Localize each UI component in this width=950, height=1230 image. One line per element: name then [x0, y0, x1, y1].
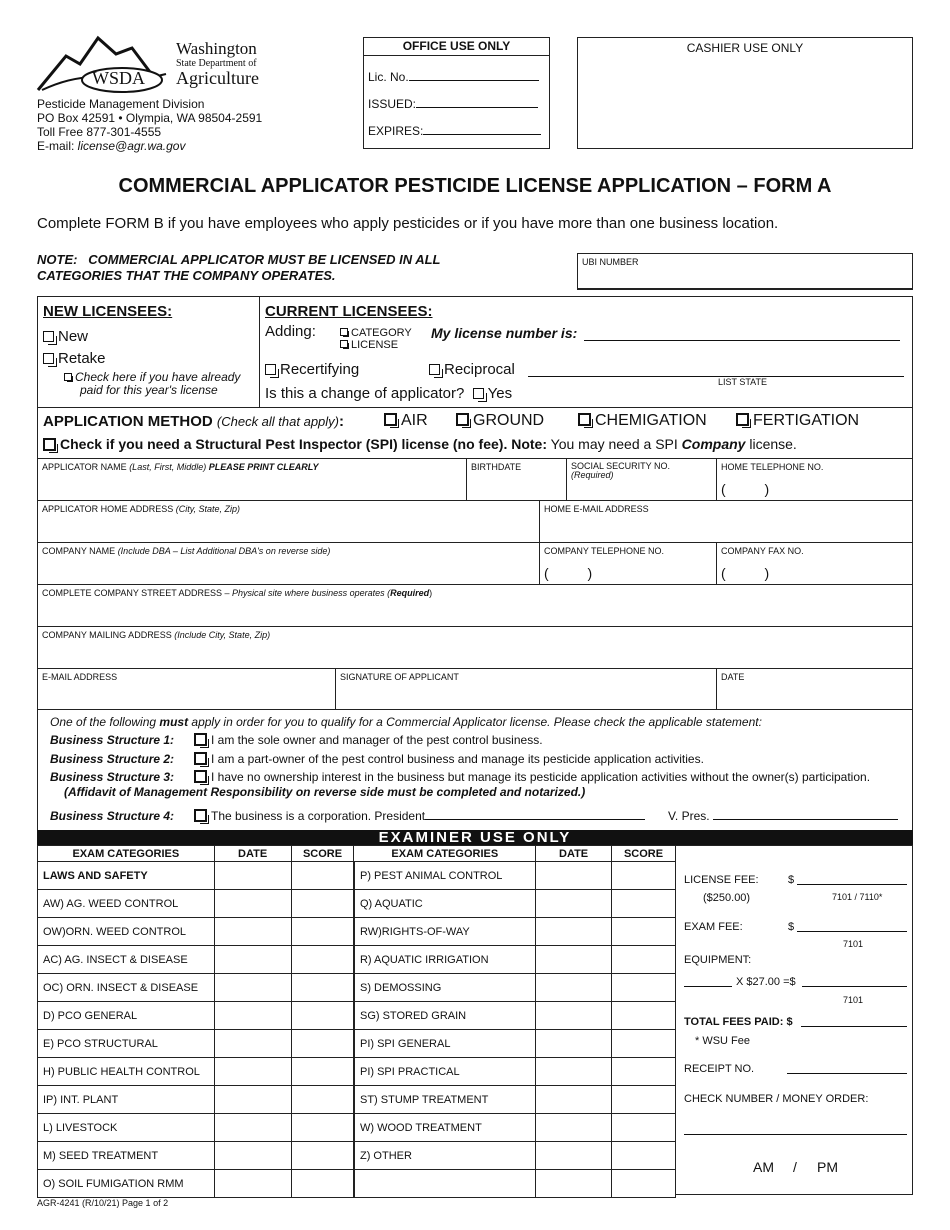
- exam-score-cell[interactable]: [291, 1002, 354, 1030]
- home-phone-label: HOME TELEPHONE NO.: [721, 462, 824, 472]
- exam-row: [38, 890, 676, 918]
- chemigation-checkbox-box[interactable]: [578, 413, 591, 426]
- spi-checkbox-box[interactable]: [43, 438, 56, 451]
- exam-score-cell[interactable]: [291, 974, 354, 1002]
- exam-category-right: P) PEST ANIMAL CONTROL: [354, 862, 536, 890]
- license-fee-label: LICENSE FEE:: [684, 874, 759, 886]
- exam-date-cell[interactable]: [536, 974, 612, 1002]
- retake-checkbox[interactable]: Retake: [43, 350, 106, 367]
- exam-body: [38, 862, 676, 1198]
- lic-no-label: Lic. No.: [368, 70, 409, 84]
- division-name: Pesticide Management Division: [37, 97, 205, 111]
- exam-date-cell[interactable]: [536, 862, 612, 890]
- fertigation-checkbox-box[interactable]: [736, 413, 749, 426]
- list-state-label: LIST STATE: [718, 377, 768, 387]
- lic-no-field[interactable]: [409, 80, 539, 81]
- wsda-logo: [36, 34, 176, 96]
- exam-date-cell[interactable]: [536, 1030, 612, 1058]
- ssn-field[interactable]: [566, 458, 717, 501]
- exam-score-cell[interactable]: [612, 946, 676, 974]
- logo-text: WSDA: [92, 68, 145, 88]
- exam-category-right: PI) SPI GENERAL: [354, 1030, 536, 1058]
- method-air-checkbox[interactable]: AIR: [384, 412, 428, 430]
- home-email-label: HOME E-MAIL ADDRESS: [544, 504, 649, 514]
- exam-date-cell[interactable]: [536, 1114, 612, 1142]
- exam-score-cell[interactable]: [612, 890, 676, 918]
- exam-score-cell[interactable]: [612, 1058, 676, 1086]
- email-line: E-mail: license@agr.wa.gov: [37, 139, 186, 153]
- expires-label: EXPIRES:: [368, 124, 424, 138]
- application-method-section: [37, 407, 913, 459]
- business-intro: One of the following must apply in order for you to qualify for a Commercial Applicator license. Please check the applicable statement:: [50, 715, 762, 729]
- date-header: DATE: [536, 846, 612, 862]
- already-paid-checkbox-box[interactable]: [64, 373, 72, 381]
- date-label: DATE: [721, 672, 745, 682]
- license-fee-dollar: $: [788, 874, 795, 886]
- exam-score-cell[interactable]: [612, 1170, 676, 1198]
- exam-date-cell[interactable]: [214, 1170, 291, 1198]
- structure-3-checkbox[interactable]: [194, 770, 207, 783]
- exam-score-cell[interactable]: [291, 1058, 354, 1086]
- license-fee-amount: ($250.00): [703, 892, 751, 904]
- agency-line2: State Department of: [176, 58, 257, 69]
- receipt-field[interactable]: [787, 1061, 907, 1074]
- new-checkbox[interactable]: New: [43, 328, 88, 345]
- business-structure-section: [37, 709, 913, 831]
- license-fee-code: 7101 / 7110*: [832, 892, 883, 902]
- exam-score-cell[interactable]: [291, 862, 354, 890]
- exam-category-right: RW)RIGHTS-OF-WAY: [354, 918, 536, 946]
- recertifying-checkbox[interactable]: Recertifying: [265, 361, 359, 378]
- license-fee-field[interactable]: [797, 872, 907, 885]
- exam-category-right: Z) OTHER: [354, 1142, 536, 1170]
- home-address-label: APPLICATOR HOME ADDRESS (City, State, Zip): [42, 504, 241, 514]
- reciprocal-checkbox-box[interactable]: [429, 364, 440, 375]
- yes-checkbox-box[interactable]: [473, 388, 484, 399]
- total-fees-field[interactable]: [801, 1014, 907, 1027]
- exam-category-left: AC) AG. INSECT & DISEASE: [38, 946, 215, 974]
- note: [37, 252, 440, 284]
- exam-row: [38, 946, 676, 974]
- equipment-total-field[interactable]: [802, 974, 907, 987]
- email-field[interactable]: [37, 668, 336, 710]
- exam-row: [38, 918, 676, 946]
- new-licensees-panel: [38, 297, 260, 407]
- exam-category-right: S) DEMOSSING: [354, 974, 536, 1002]
- exam-table: [37, 845, 676, 1198]
- birthdate-label: BIRTHDATE: [471, 462, 522, 472]
- company-street-field[interactable]: [37, 584, 913, 627]
- adding-label: Adding:: [265, 323, 316, 340]
- note-line2: CATEGORIES THAT THE COMPANY OPERATES.: [37, 268, 336, 283]
- exam-date-cell[interactable]: [214, 1142, 291, 1170]
- exam-category-right: [354, 1170, 536, 1198]
- exam-row: [38, 1058, 676, 1086]
- structure-1-checkbox[interactable]: [194, 733, 207, 746]
- exam-date-cell[interactable]: [536, 1002, 612, 1030]
- method-ground-checkbox[interactable]: GROUND: [456, 412, 544, 430]
- equipment-qty-field[interactable]: [684, 974, 732, 987]
- exam-category-left: M) SEED TREATMENT: [38, 1142, 215, 1170]
- po-box: PO Box 42591 • Olympia, WA 98504-2591: [37, 111, 263, 125]
- company-mailing-field[interactable]: [37, 626, 913, 669]
- birthdate-field[interactable]: [466, 458, 567, 501]
- company-fax-field[interactable]: [716, 542, 913, 585]
- score-header: SCORE: [612, 846, 676, 862]
- exam-category-left: OW)ORN. WEED CONTROL: [38, 918, 215, 946]
- license-checkbox-box[interactable]: [340, 340, 348, 348]
- exam-category-right: W) WOOD TREATMENT: [354, 1114, 536, 1142]
- agency-line3: Agriculture: [176, 68, 259, 88]
- exam-row: [38, 1030, 676, 1058]
- license-number-field[interactable]: [584, 324, 900, 341]
- home-email-field[interactable]: [539, 500, 913, 543]
- exam-score-cell[interactable]: [612, 1114, 676, 1142]
- am-pm-slash: /: [793, 1159, 797, 1175]
- category-checkbox-box[interactable]: [340, 328, 348, 336]
- exam-category-left: OC) ORN. INSECT & DISEASE: [38, 974, 215, 1002]
- exam-date-cell[interactable]: [536, 1142, 612, 1170]
- receipt-label: RECEIPT NO.: [684, 1063, 755, 1075]
- cashier-use-box: [577, 37, 913, 149]
- exam-score-cell[interactable]: [612, 1002, 676, 1030]
- adding-license-checkbox[interactable]: LICENSE: [340, 339, 412, 351]
- company-mailing-label: COMPANY MAILING ADDRESS (Include City, State, Zip): [42, 630, 271, 640]
- exam-date-cell[interactable]: [536, 1086, 612, 1114]
- adding-category-checkbox[interactable]: CATEGORY: [340, 327, 412, 339]
- exam-score-cell[interactable]: [291, 1114, 354, 1142]
- exam-category-right: Q) AQUATIC: [354, 890, 536, 918]
- new-licensees-title: NEW LICENSEES:: [43, 303, 173, 320]
- spi-checkbox[interactable]: Check if you need a Structural Pest Inspector (SPI) license (no fee). Note: You may need a SPI Company license.: [43, 436, 797, 452]
- exam-row: [38, 862, 676, 890]
- am-option[interactable]: AM: [753, 1159, 774, 1175]
- exam-row: [38, 1002, 676, 1030]
- exam-category-left: E) PCO STRUCTURAL: [38, 1030, 215, 1058]
- exam-date-cell[interactable]: [214, 1002, 291, 1030]
- license-number-label: My license number is:: [431, 325, 578, 341]
- company-name-label: COMPANY NAME (Include DBA – List Additional DBA's on reverse side): [42, 546, 331, 556]
- exam-fee-code: 7101: [843, 939, 864, 949]
- signature-label: SIGNATURE OF APPLICANT: [340, 672, 459, 682]
- issued-label: ISSUED:: [368, 97, 417, 111]
- business-structure-3[interactable]: Business Structure 3: I have no ownership interest in the business but manage its pesticide application activities without the owner(s) participation.: [50, 770, 871, 784]
- equipment-calc: X $27.00 =$: [736, 976, 796, 988]
- company-phone-label: COMPANY TELEPHONE NO.: [544, 546, 665, 556]
- total-fees-label: TOTAL FEES PAID: $: [684, 1016, 793, 1028]
- change-applicator-question: Is this a change of applicator? Yes: [265, 385, 513, 402]
- signature-field[interactable]: [335, 668, 717, 710]
- exam-date-cell[interactable]: [214, 946, 291, 974]
- business-structure-2[interactable]: Business Structure 2: I am a part-owner of the pest control business and manage its pesticide application activities.: [50, 752, 704, 766]
- exam-row: [38, 1142, 676, 1170]
- agency-email-link[interactable]: license@agr.wa.gov: [77, 139, 186, 153]
- exam-date-cell[interactable]: [214, 974, 291, 1002]
- check-number-label: CHECK NUMBER / MONEY ORDER:: [684, 1093, 869, 1105]
- form-title: COMMERCIAL APPLICATOR PESTICIDE LICENSE APPLICATION – FORM A: [118, 175, 832, 197]
- office-use-title: OFFICE USE ONLY: [364, 38, 549, 56]
- structure-4-checkbox[interactable]: [194, 809, 207, 822]
- business-structure-1[interactable]: Business Structure 1: I am the sole owner and manager of the pest control business.: [50, 733, 543, 747]
- exam-score-cell[interactable]: [291, 1086, 354, 1114]
- exam-score-cell[interactable]: [291, 946, 354, 974]
- exam-date-cell[interactable]: [214, 862, 291, 890]
- exam-row: [38, 1114, 676, 1142]
- exam-score-cell[interactable]: [291, 890, 354, 918]
- company-phone-field[interactable]: [539, 542, 717, 585]
- score-header: SCORE: [291, 846, 354, 862]
- new-checkbox-box[interactable]: [43, 331, 54, 342]
- pm-option[interactable]: PM: [817, 1159, 838, 1175]
- affidavit-note: (Affidavit of Management Responsibility on reverse side must be completed and notarized.): [64, 785, 586, 799]
- licensee-section: [37, 296, 913, 408]
- home-phone-area-code: ( ): [721, 481, 770, 497]
- date-header: DATE: [214, 846, 291, 862]
- company-street-label: COMPLETE COMPANY STREET ADDRESS – Physical site where business operates (Required): [42, 588, 433, 598]
- ubi-number-field[interactable]: [577, 253, 913, 290]
- company-name-field[interactable]: [37, 542, 540, 585]
- applicator-name-field[interactable]: [37, 458, 467, 501]
- expires-field[interactable]: [423, 134, 541, 135]
- business-structure-4[interactable]: Business Structure 4: The business is a corporation. President: [50, 809, 645, 823]
- exam-category-left: L) LIVESTOCK: [38, 1114, 215, 1142]
- date-field[interactable]: [716, 668, 913, 710]
- exam-date-cell[interactable]: [214, 1114, 291, 1142]
- ubi-label: UBI NUMBER: [582, 257, 639, 267]
- exam-fee-dollar: $: [788, 921, 795, 933]
- home-address-field[interactable]: [37, 500, 540, 543]
- note-line1: NOTE: COMMERCIAL APPLICATOR MUST BE LICENSED IN ALL: [37, 252, 441, 267]
- exam-fee-label: EXAM FEE:: [684, 921, 743, 933]
- company-fax-area-code: ( ): [721, 565, 770, 581]
- air-checkbox-box[interactable]: [384, 413, 397, 426]
- exam-category-right: R) AQUATIC IRRIGATION: [354, 946, 536, 974]
- agency-name: [176, 40, 259, 87]
- exam-category-left: H) PUBLIC HEALTH CONTROL: [38, 1058, 215, 1086]
- president-field[interactable]: [425, 819, 645, 820]
- exam-category-left: D) PCO GENERAL: [38, 1002, 215, 1030]
- exam-date-cell[interactable]: [214, 1058, 291, 1086]
- exam-row: [38, 1170, 676, 1198]
- equipment-label: EQUIPMENT:: [684, 954, 752, 966]
- reciprocal-state-field[interactable]: [528, 360, 904, 377]
- office-use-box: [363, 37, 550, 149]
- exam-header-row: [38, 846, 676, 862]
- exam-score-cell[interactable]: [612, 1086, 676, 1114]
- company-fax-label: COMPANY FAX NO.: [721, 546, 804, 556]
- ssn-label: SOCIAL SECURITY NO. (Required): [571, 461, 671, 480]
- already-paid-checkbox[interactable]: Check here if you have already paid for this year's license: [64, 371, 240, 397]
- recertifying-checkbox-box[interactable]: [265, 364, 276, 375]
- form-subtitle: Complete FORM B if you have employees who apply pesticides or if you have more than one business location.: [37, 215, 779, 232]
- method-fertigation-checkbox[interactable]: FERTIGATION: [736, 412, 859, 430]
- exam-score-cell[interactable]: [612, 918, 676, 946]
- exam-score-cell[interactable]: [291, 1030, 354, 1058]
- exam-category-right: PI) SPI PRACTICAL: [354, 1058, 536, 1086]
- exam-date-cell[interactable]: [536, 946, 612, 974]
- exam-date-cell[interactable]: [214, 890, 291, 918]
- method-chemigation-checkbox[interactable]: CHEMIGATION: [578, 412, 707, 430]
- current-licensees-title: CURRENT LICENSEES:: [265, 303, 433, 320]
- exam-date-cell[interactable]: [536, 918, 612, 946]
- exam-score-cell[interactable]: [612, 1030, 676, 1058]
- toll-free: Toll Free 877-301-4555: [37, 125, 162, 139]
- ground-checkbox-box[interactable]: [456, 413, 469, 426]
- current-licensees-panel: [260, 297, 912, 407]
- vice-president: V. Pres.: [668, 809, 898, 823]
- exam-categories-header: EXAM CATEGORIES: [354, 846, 536, 862]
- exam-score-cell[interactable]: [291, 1142, 354, 1170]
- equipment-code: 7101: [843, 995, 864, 1005]
- exam-date-cell[interactable]: [536, 1170, 612, 1198]
- exam-category-right: SG) STORED GRAIN: [354, 1002, 536, 1030]
- cashier-use-title: CASHIER USE ONLY: [686, 41, 804, 55]
- applicator-name-label: APPLICATOR NAME (Last, First, Middle) PLEASE PRINT CLEARLY: [42, 462, 319, 472]
- agency-line1: Washington: [176, 39, 257, 58]
- home-phone-field[interactable]: [716, 458, 913, 501]
- structure-2-checkbox[interactable]: [194, 752, 207, 765]
- email-label: E-MAIL ADDRESS: [42, 672, 118, 682]
- exam-category-left: AW) AG. WEED CONTROL: [38, 890, 215, 918]
- exam-categories-header: EXAM CATEGORIES: [38, 846, 215, 862]
- exam-fee-field[interactable]: [797, 919, 907, 932]
- company-phone-area-code: ( ): [544, 565, 593, 581]
- exam-category-left: IP) INT. PLANT: [38, 1086, 215, 1114]
- exam-date-cell[interactable]: [536, 890, 612, 918]
- exam-date-cell[interactable]: [536, 1058, 612, 1086]
- exam-row: [38, 974, 676, 1002]
- examiner-banner: EXAMINER USE ONLY: [37, 830, 913, 845]
- exam-score-cell[interactable]: [291, 1170, 354, 1198]
- reciprocal-checkbox[interactable]: Reciprocal: [429, 361, 515, 378]
- exam-category-right: ST) STUMP TREATMENT: [354, 1086, 536, 1114]
- wsu-fee-note: * WSU Fee: [695, 1035, 751, 1047]
- exam-date-cell[interactable]: [214, 1030, 291, 1058]
- exam-row: [38, 1086, 676, 1114]
- exam-score-cell[interactable]: [291, 918, 354, 946]
- exam-date-cell[interactable]: [214, 1086, 291, 1114]
- exam-category-left: LAWS AND SAFETY: [38, 862, 215, 890]
- exam-date-cell[interactable]: [214, 918, 291, 946]
- exam-score-cell[interactable]: [612, 862, 676, 890]
- division-address: [37, 97, 262, 153]
- form-footer: AGR-4241 (R/10/21) Page 1 of 2: [37, 1198, 169, 1208]
- vice-president-field[interactable]: [713, 819, 898, 820]
- exam-category-left: O) SOIL FUMIGATION RMM: [38, 1170, 215, 1198]
- check-number-field[interactable]: [684, 1122, 907, 1135]
- application-method-label: APPLICATION METHOD (Check all that apply):: [43, 413, 345, 430]
- exam-score-cell[interactable]: [612, 974, 676, 1002]
- issued-field[interactable]: [416, 107, 538, 108]
- retake-checkbox-box[interactable]: [43, 353, 54, 364]
- change-yes-checkbox[interactable]: Yes: [473, 385, 512, 402]
- exam-score-cell[interactable]: [612, 1142, 676, 1170]
- fees-panel: [675, 845, 913, 1195]
